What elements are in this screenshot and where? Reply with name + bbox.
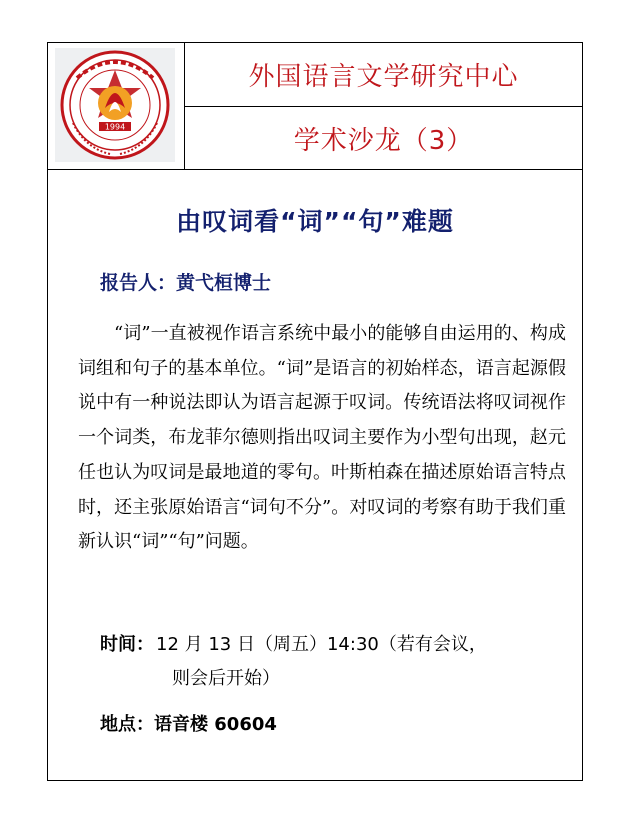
university-seal-logo — [55, 48, 175, 162]
talk-abstract: “词”一直被视作语言系统中最小的能够自由运用的、构成词组和句子的基本单位。“词”是语言的初始样态，语言起源假说中有一种说法即认为语言起源于叹词。传统语法将叹词视作一个词类，布龙菲尔德则指出叹词主要作为小型句出现，赵元任也认为叹词是最地道的零句。叶斯柏森在描述原始语言特点时，还主张原始语言“词句不分”。对叹词的考察有助于我们重新认识“词”“句”问题。 — [78, 323, 566, 553]
time-value: 12 月 13 日（周五）14:30（若有会议， — [156, 634, 487, 655]
announcement-frame — [47, 42, 583, 781]
event-place — [100, 710, 277, 736]
talk-title: 由叹词看“词”“句”难题 — [176, 207, 454, 236]
header-table — [48, 43, 582, 170]
place-value: 语音楼 60604 — [154, 714, 277, 735]
salon-title: 学术沙龙（3） — [293, 125, 474, 156]
org-title-cell — [185, 43, 582, 107]
event-time — [100, 628, 560, 696]
speaker-line — [100, 268, 271, 295]
time-value-continued: 则会后开始） — [172, 668, 280, 689]
seal-year: 1994 — [104, 122, 126, 132]
org-title: 外国语言文学研究中心 — [248, 62, 519, 92]
time-label: 时间： — [100, 634, 154, 655]
speaker-name: 黄弋桓博士 — [176, 272, 272, 294]
logo-cell — [48, 43, 185, 169]
seal-icon — [55, 48, 175, 162]
salon-title-cell — [185, 107, 582, 169]
speaker-label: 报告人： — [100, 272, 177, 294]
place-label: 地点： — [100, 714, 154, 735]
